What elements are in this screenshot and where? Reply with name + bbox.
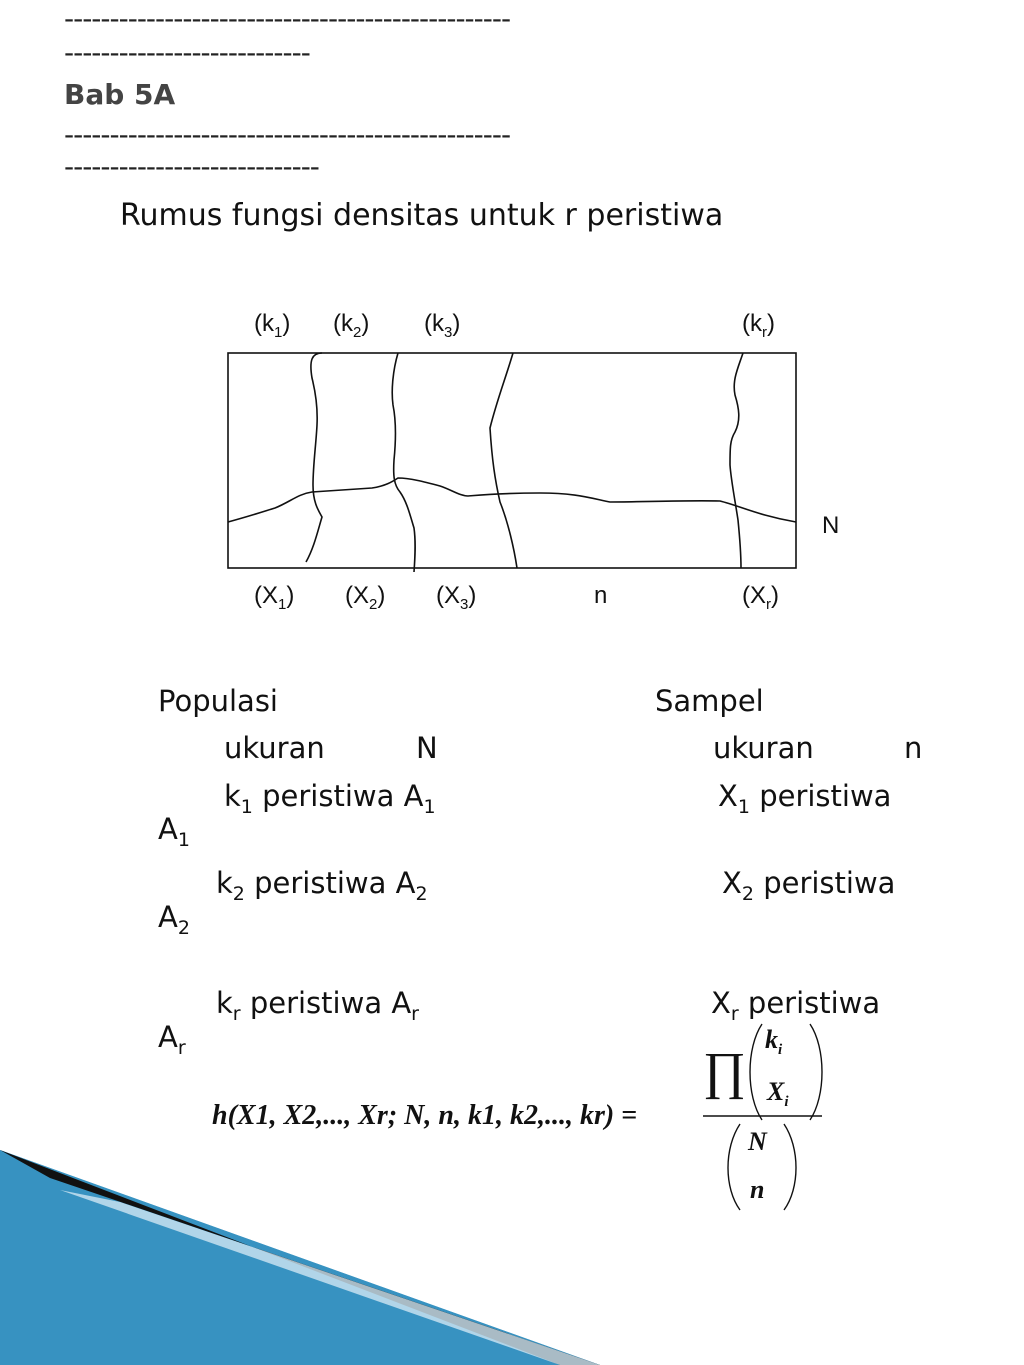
label-Xr: $(X_r)$ [742,582,779,613]
divider-dashes: ---------------------------- [64,150,319,183]
sample-size-value: n [904,731,923,765]
paren-left-top [750,1024,762,1120]
label-kr: $(k_r)$ [742,310,775,341]
partition-line-3 [490,353,517,568]
pop-row-1: $k_1$ peristiwa $A_1$ [224,779,436,818]
label-k1: $(k_1)$ [254,310,291,341]
section-subtitle: Rumus fungsi densitas untuk r peristiwa [120,198,724,233]
label-n: n [594,582,608,609]
denominator-N: N [748,1127,767,1156]
page-title: Bab 5A [64,78,176,111]
sample-row-1-wrap: $A_1$ [158,812,190,851]
corner-decoration [0,1150,620,1365]
partition-line-r [730,353,743,568]
numerator-k: $k_i$ [765,1025,783,1058]
divider-dashes: ------------------------------------------------- [64,118,511,151]
sample-row-r-wrap: $A_r$ [158,1020,186,1059]
sample-row-1: $X_1$ peristiwa [718,779,892,818]
partition-line-2 [392,353,415,572]
label-k2: $(k_2)$ [333,310,370,341]
pop-row-2: $k_2$ peristiwa $A_2$ [216,866,428,905]
label-N: N [822,512,840,539]
divider-dashes: ------------------------------------------------- [64,2,511,35]
partition-line-1 [306,353,322,562]
product-icon: ∏ [703,1043,746,1100]
formula-lhs: h(X1, X2,..., Xr; N, n, k1, k2,..., kr) = [212,1100,638,1131]
sample-row-2-wrap: $A_2$ [158,900,190,939]
label-X1: $(X_1)$ [254,582,295,613]
sample-size-label: ukuran [713,731,814,765]
sample-row-r: $X_r$ peristiwa [711,986,881,1025]
sampel-heading: Sampel [655,684,764,718]
label-X3: $(X_3)$ [436,582,477,613]
numerator-X: $X_i$ [767,1077,789,1110]
pop-row-r: $k_r$ peristiwa $A_r$ [216,986,419,1025]
pop-size-label: ukuran [224,731,325,765]
pop-size-value: N [416,731,438,765]
populasi-heading: Populasi [158,684,278,718]
denominator-n: n [750,1175,765,1204]
paren-left-bottom [728,1124,740,1210]
label-X2: $(X_2)$ [345,582,386,613]
label-k3: $(k_3)$ [424,310,461,341]
divider-dashes: --------------------------- [64,36,310,69]
paren-right-top [810,1024,822,1120]
sample-row-2: $X_2$ peristiwa [722,866,896,905]
paren-right-bottom [784,1124,796,1210]
